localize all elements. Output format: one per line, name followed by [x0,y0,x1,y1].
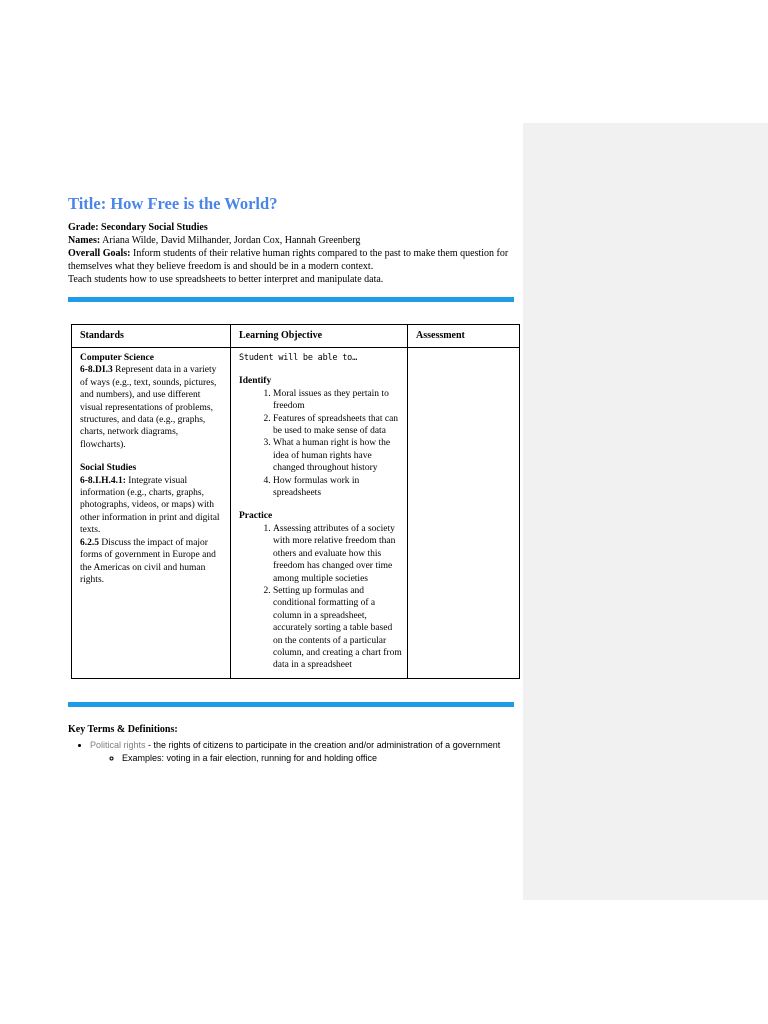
term-definition: - the rights of citizens to participate in the creation and/or administration of a government [145,740,501,751]
term-name: Political rights [90,740,146,751]
grade-label: Grade: [68,222,99,233]
header-standards: Standards [72,325,231,348]
key-terms-heading: Key Terms & Definitions: [68,723,178,735]
practice-heading: Practice [239,511,273,522]
ss-standard-2 [80,537,225,587]
ss-text-2: Discuss the impact of major forms of government in Europe and the Americas on civil and human rights. [80,537,216,585]
grade-line [68,221,520,234]
goals-text: Inform students of their relative human rights compared to the past to make them question for themselves what they believe freedom is and should be in a modern context. [68,248,509,272]
names-value: Ariana Wilde, David Milhander, Jordan Cox, Hannah Greenberg [100,235,361,246]
ss-code-2: 6.2.5 [80,537,99,548]
cs-heading: Computer Science [80,353,154,363]
list-item [90,739,520,764]
table-row [72,348,520,679]
list-item: 1. Assessing attributes of a society with more relative freedom than others and evaluate how this freedom has changed over time among multiple societies [273,523,402,585]
goals-line-2: Teach students how to use spreadsheets to better interpret and manipulate data. [68,274,384,285]
term-sublist [90,752,520,765]
list-item: 2. Setting up formulas and conditional formatting of a column in a spreadsheet, accurately sorting a table based on the contents of a particular column, and creating a chart from data in a spreadsheet [273,585,402,672]
names-label: Names: [68,235,101,246]
practice-list [239,523,402,672]
section-divider [68,297,514,302]
objective-intro: Student will be able to… [239,353,358,363]
cs-code: 6-8.DI.3 [80,365,113,376]
ss-code-1: 6-8.I.H.4.1: [80,475,126,486]
identify-list [239,388,402,500]
ss-standard-1 [80,475,225,537]
assessment-cell [408,348,520,679]
standards-cell [72,348,231,679]
header-learning-objective: Learning Objective [231,325,408,348]
ss-heading: Social Studies [80,463,137,474]
identify-heading: Identify [239,376,272,387]
page-title: Title: How Free is the World? [68,194,278,213]
document-body [68,193,520,764]
cs-text: Represent data in a variety of ways (e.g., text, sounds, pictures, and numbers), and use different visual representations of problems, structures, and data (e.g., graphs, charts, network diagrams, flowcharts). [80,365,217,450]
list-item: 1. Moral issues as they pertain to freedom [273,388,402,413]
table-header-row [72,325,520,348]
section-divider [68,702,514,707]
list-item: 4. How formulas work in spreadsheets [273,475,402,500]
grade-value: Secondary Social Studies [101,222,208,233]
goals-label: Overall Goals: [68,248,131,259]
key-terms-section [68,724,520,765]
list-item: 3. What a human right is how the idea of human rights have changed throughout history [273,437,402,474]
objective-cell [231,348,408,679]
names-line [68,234,520,247]
header-assessment: Assessment [408,325,520,348]
lesson-plan-table [71,324,520,679]
goals-line [68,247,520,273]
ss-text-1: Integrate visual information (e.g., charts, graphs, photographs, videos, or maps) with other information in print and digital texts. [80,475,220,536]
term-examples: ◦ Examples: voting in a fair election, running for and holding office [122,752,520,765]
key-terms-list [68,739,520,764]
comment-pane [523,123,768,900]
list-item: 2. Features of spreadsheets that can be used to make sense of data [273,413,402,438]
cs-standard [80,364,225,451]
